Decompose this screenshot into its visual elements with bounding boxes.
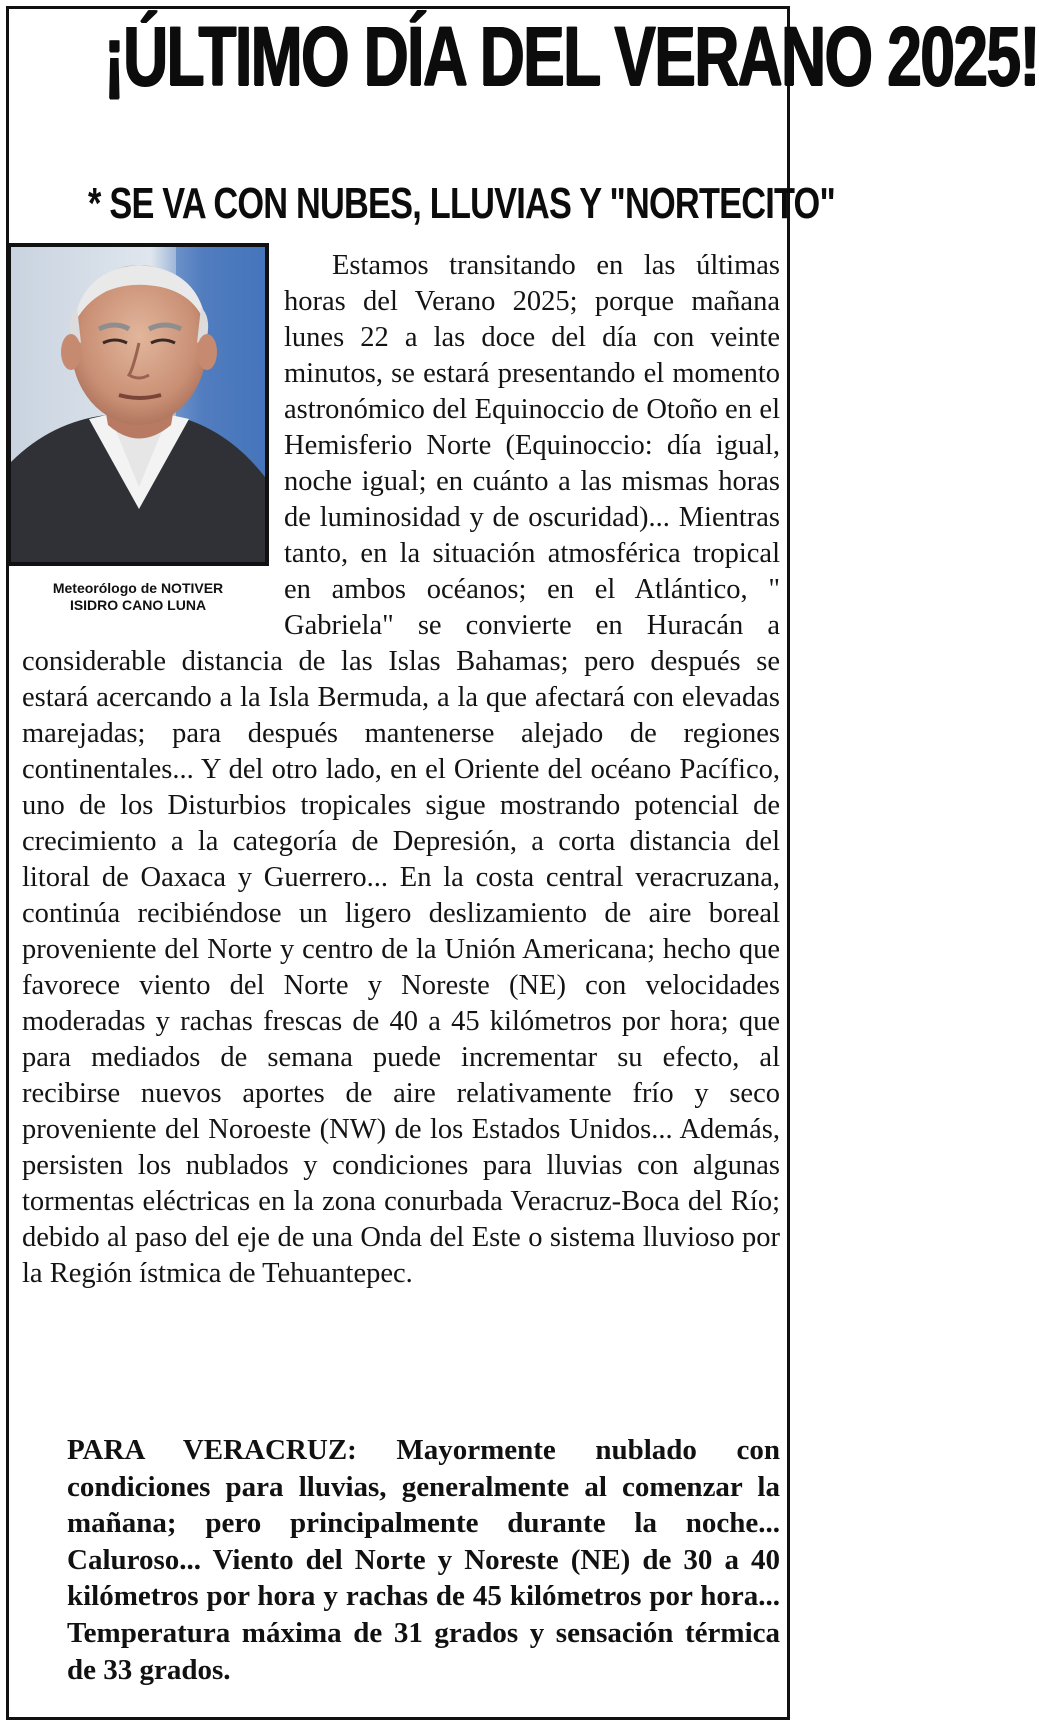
subheadline: * SE VA CON NUBES, LLUVIAS Y "NORTECITO" [88, 179, 835, 228]
photo-spacer [22, 248, 284, 636]
body-paragraph: Estamos transitando en las últimas horas del Verano 2025; porque mañana lunes 22 a las doce del día con veinte minutos, se estará presentando el momento astronómico del Equinoccio de Otoño en el Hemisferio Norte (Equinoccio: día igual, noche igual; en cuánto a las mismas horas de luminosidad y de oscuridad)... Mientras tanto, en la situación atmosférica tropical en ambos océanos; en el Atlántico, " Gabriela" se convierte en Huracán a considerable distancia de las Islas Bahamas; pero después se estará acercando a la Isla Bermuda, a la que afectará con elevadas marejadas; para después mantenerse alejado de regiones continentales... Y del otro lado, en el Oriente del océano Pacífico, uno de los Disturbios tropicales sigue mostrando potencial de crecimiento a la categoría de Depresión, a corta distancia del litoral de Oaxaca y Guerrero... En la costa central veracruzana, continúa recibiéndose un ligero deslizamiento de aire boreal proveniente del Norte y centro de la Unión Americana; hecho que favorece viento del Norte y Noreste (NE) con velocidades moderadas y rachas frescas de 40 a 45 kilómetros por hora; que para mediados de semana puede incrementar su efecto, al recibirse nuevos aportes de aire relativamente frío y seco proveniente del Noroeste (NW) de los Estados Unidos... Además, persisten los nublados y condiciones para lluvias con algunas tormentas eléctricas en la zona conurbada Veracruz-Boca del Río; debido al paso del eje de una Onda del Este o sistema lluvioso por la Región ístmica de Tehuantepec. [22, 250, 780, 1289]
article-body [22, 248, 780, 1292]
headline: ¡ÚLTIMO DÍA DEL VERANO 2025! [104, 9, 1039, 103]
caption-line-1: Meteorólogo de NOTIVER [52, 580, 224, 596]
caption-line-2: ISIDRO CANO LUNA [69, 597, 207, 613]
forecast-paragraph [22, 1432, 780, 1688]
forecast-text: PARA VERACRUZ: Mayormente nublado con condiciones para lluvias, generalmente al comenzar la mañana; pero principalmente durante la noche... Caluroso... Viento del Norte y Noreste (NE) de 30 a 40 kilómetros por hora y rachas de 45 kilómetros por hora... Temperatura máxima de 31 grados y sensación térmica de 33 grados. [67, 1434, 780, 1686]
